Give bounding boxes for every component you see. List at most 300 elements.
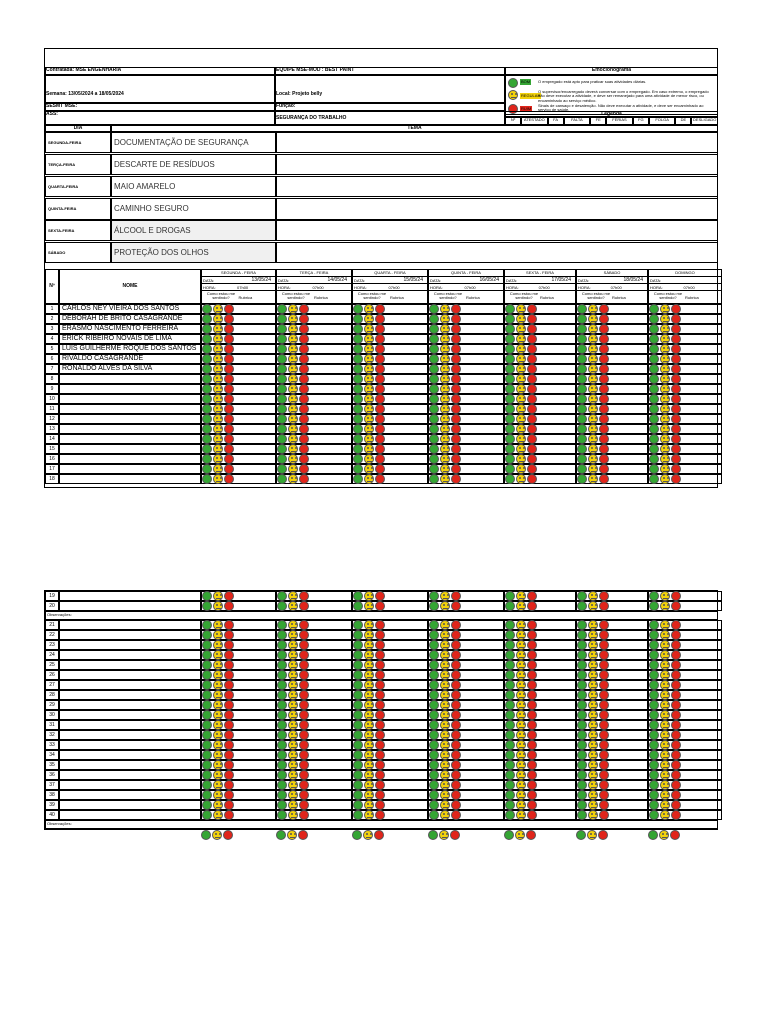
mood-selector[interactable] [649,324,681,334]
regular-face-icon[interactable] [213,630,223,640]
mood-selector[interactable] [577,800,609,810]
good-face-icon[interactable] [202,354,212,364]
regular-face-icon[interactable] [440,464,450,474]
good-face-icon[interactable] [353,304,363,314]
good-face-icon[interactable] [202,424,212,434]
employee-name[interactable] [59,790,201,800]
regular-face-icon[interactable] [288,710,298,720]
good-face-icon[interactable] [649,620,659,630]
good-face-icon[interactable] [353,344,363,354]
good-face-icon[interactable] [429,414,439,424]
regular-face-icon[interactable] [288,454,298,464]
bad-face-icon[interactable] [375,700,385,710]
bad-face-icon[interactable] [375,364,385,374]
good-face-icon[interactable] [429,790,439,800]
mood-selector[interactable] [649,404,681,414]
good-face-icon[interactable] [649,670,659,680]
regular-face-icon[interactable] [660,591,670,601]
mood-selector[interactable] [429,364,461,374]
bad-face-icon[interactable] [527,364,537,374]
mood-selector[interactable] [505,760,537,770]
mood-selector[interactable] [577,690,609,700]
bad-face-icon[interactable] [671,424,681,434]
regular-face-icon[interactable] [364,324,374,334]
bad-face-icon[interactable] [375,464,385,474]
good-face-icon[interactable] [505,650,515,660]
good-face-icon[interactable] [505,800,515,810]
topic-notes[interactable] [276,242,718,263]
regular-face-icon[interactable] [440,810,450,820]
mood-selector[interactable] [429,601,461,611]
good-face-icon[interactable] [577,760,587,770]
bad-face-icon[interactable] [299,601,309,611]
regular-face-icon[interactable] [288,810,298,820]
bad-face-icon[interactable] [671,304,681,314]
mood-selector[interactable] [277,810,309,820]
bad-face-icon[interactable] [527,770,537,780]
bad-face-icon[interactable] [671,630,681,640]
good-face-icon[interactable] [277,760,287,770]
bad-face-icon[interactable] [671,690,681,700]
bad-face-icon[interactable] [224,700,234,710]
mood-selector[interactable] [353,374,385,384]
bad-face-icon[interactable] [527,384,537,394]
bad-face-icon[interactable] [671,730,681,740]
bad-face-icon[interactable] [223,830,233,840]
good-face-icon[interactable] [277,680,287,690]
regular-face-icon[interactable] [364,304,374,314]
bad-face-icon[interactable] [224,650,234,660]
regular-face-icon[interactable] [288,394,298,404]
regular-face-icon[interactable] [440,344,450,354]
bad-face-icon[interactable] [599,314,609,324]
mood-selector[interactable] [577,404,609,414]
mood-selector[interactable] [649,334,681,344]
regular-face-icon[interactable] [364,601,374,611]
topic-notes[interactable] [276,198,718,220]
mood-selector[interactable] [277,424,309,434]
good-face-icon[interactable] [505,434,515,444]
good-face-icon[interactable] [277,364,287,374]
bad-face-icon[interactable] [299,314,309,324]
bad-face-icon[interactable] [451,474,461,484]
bad-face-icon[interactable] [671,374,681,384]
regular-face-icon[interactable] [213,710,223,720]
good-face-icon[interactable] [429,740,439,750]
regular-face-icon[interactable] [440,620,450,630]
bad-face-icon[interactable] [527,414,537,424]
mood-selector[interactable] [202,384,234,394]
bad-face-icon[interactable] [375,434,385,444]
regular-face-icon[interactable] [516,334,526,344]
regular-face-icon[interactable] [516,601,526,611]
good-face-icon[interactable] [649,710,659,720]
mood-selector[interactable] [202,630,234,640]
regular-face-icon[interactable] [588,444,598,454]
regular-face-icon[interactable] [660,780,670,790]
mood-selector[interactable] [505,740,537,750]
regular-face-icon[interactable] [440,354,450,364]
regular-face-icon[interactable] [660,464,670,474]
bad-face-icon[interactable] [671,394,681,404]
mood-selector[interactable] [353,334,385,344]
regular-face-icon[interactable] [516,364,526,374]
regular-face-icon[interactable] [660,344,670,354]
good-face-icon[interactable] [649,690,659,700]
good-face-icon[interactable] [202,304,212,314]
bad-face-icon[interactable] [671,464,681,474]
mood-selector[interactable] [577,660,609,670]
bad-face-icon[interactable] [224,710,234,720]
mood-selector[interactable] [505,810,537,820]
bad-face-icon[interactable] [451,710,461,720]
regular-face-icon[interactable] [440,800,450,810]
regular-face-icon[interactable] [588,700,598,710]
bad-face-icon[interactable] [375,324,385,334]
regular-face-icon[interactable] [660,414,670,424]
bad-face-icon[interactable] [375,474,385,484]
good-face-icon[interactable] [505,444,515,454]
mood-selector[interactable] [577,384,609,394]
regular-face-icon[interactable] [440,770,450,780]
bad-face-icon[interactable] [375,304,385,314]
mood-selector[interactable] [505,700,537,710]
regular-face-icon[interactable] [213,314,223,324]
topic-notes[interactable] [276,154,718,175]
mood-selector[interactable] [429,354,461,364]
bad-face-icon[interactable] [299,670,309,680]
mood-selector[interactable] [505,770,537,780]
good-face-icon[interactable] [649,630,659,640]
bad-face-icon[interactable] [299,434,309,444]
regular-face-icon[interactable] [588,404,598,414]
mood-selector[interactable] [577,334,609,344]
mood-selector[interactable] [505,630,537,640]
regular-face-icon[interactable] [588,670,598,680]
bad-face-icon[interactable] [451,720,461,730]
mood-selector[interactable] [277,414,309,424]
mood-selector[interactable] [649,720,681,730]
mood-selector[interactable] [505,384,537,394]
mood-selector[interactable] [353,680,385,690]
regular-face-icon[interactable] [364,740,374,750]
bad-face-icon[interactable] [451,730,461,740]
mood-selector[interactable] [202,770,234,780]
mood-selector[interactable] [649,810,681,820]
regular-face-icon[interactable] [288,334,298,344]
good-face-icon[interactable] [353,630,363,640]
bad-face-icon[interactable] [599,324,609,334]
bad-face-icon[interactable] [375,374,385,384]
regular-face-icon[interactable] [440,364,450,374]
bad-face-icon[interactable] [599,454,609,464]
mood-selector[interactable] [277,760,309,770]
mood-selector[interactable] [429,690,461,700]
regular-face-icon[interactable] [660,334,670,344]
good-face-icon[interactable] [649,324,659,334]
good-face-icon[interactable] [577,354,587,364]
bad-face-icon[interactable] [527,474,537,484]
good-face-icon[interactable] [353,800,363,810]
employee-name[interactable] [59,800,201,810]
regular-face-icon[interactable] [213,404,223,414]
bad-face-icon[interactable] [599,434,609,444]
good-face-icon[interactable] [429,690,439,700]
mood-selector[interactable] [505,790,537,800]
good-face-icon[interactable] [649,680,659,690]
mood-selector[interactable] [277,344,309,354]
regular-face-icon[interactable] [660,790,670,800]
mood-selector[interactable] [649,384,681,394]
regular-face-icon[interactable] [516,404,526,414]
regular-face-icon[interactable] [516,591,526,601]
good-face-icon[interactable] [649,304,659,314]
bad-face-icon[interactable] [599,790,609,800]
regular-face-icon[interactable] [660,444,670,454]
regular-face-icon[interactable] [364,790,374,800]
mood-selector[interactable] [277,304,309,314]
bad-face-icon[interactable] [375,680,385,690]
mood-selector[interactable] [649,730,681,740]
mood-selector[interactable] [353,324,385,334]
good-face-icon[interactable] [202,591,212,601]
mood-selector[interactable] [577,790,609,800]
bad-face-icon[interactable] [224,601,234,611]
regular-face-icon[interactable] [588,690,598,700]
good-face-icon[interactable] [277,710,287,720]
bad-face-icon[interactable] [375,810,385,820]
good-face-icon[interactable] [429,454,439,464]
bad-face-icon[interactable] [299,740,309,750]
bad-face-icon[interactable] [599,710,609,720]
employee-name[interactable] [59,720,201,730]
mood-selector[interactable] [649,790,681,800]
mood-selector[interactable] [577,670,609,680]
mood-selector[interactable] [505,601,537,611]
employee-name[interactable] [59,750,201,760]
mood-selector[interactable] [276,830,308,840]
regular-face-icon[interactable] [440,394,450,404]
mood-selector[interactable] [429,650,461,660]
bad-face-icon[interactable] [527,760,537,770]
bad-face-icon[interactable] [599,630,609,640]
bad-face-icon[interactable] [299,404,309,414]
mood-selector[interactable] [353,424,385,434]
bad-face-icon[interactable] [375,650,385,660]
bad-face-icon[interactable] [299,620,309,630]
mood-selector[interactable] [505,304,537,314]
regular-face-icon[interactable] [213,334,223,344]
mood-selector[interactable] [353,700,385,710]
regular-face-icon[interactable] [288,670,298,680]
mood-selector[interactable] [429,790,461,800]
bad-face-icon[interactable] [671,324,681,334]
good-face-icon[interactable] [429,464,439,474]
good-face-icon[interactable] [577,780,587,790]
bad-face-icon[interactable] [527,780,537,790]
regular-face-icon[interactable] [364,760,374,770]
bad-face-icon[interactable] [299,364,309,374]
mood-selector[interactable] [577,710,609,720]
employee-name[interactable] [59,434,201,444]
bad-face-icon[interactable] [671,700,681,710]
good-face-icon[interactable] [277,650,287,660]
mood-selector[interactable] [577,640,609,650]
mood-selector[interactable] [505,620,537,630]
mood-selector[interactable] [429,374,461,384]
regular-face-icon[interactable] [660,384,670,394]
bad-face-icon[interactable] [599,444,609,454]
regular-face-icon[interactable] [659,830,669,840]
regular-face-icon[interactable] [364,650,374,660]
regular-face-icon[interactable] [660,640,670,650]
bad-face-icon[interactable] [224,760,234,770]
mood-selector[interactable] [277,464,309,474]
mood-selector[interactable] [202,690,234,700]
good-face-icon[interactable] [577,464,587,474]
employee-name[interactable] [59,670,201,680]
regular-face-icon[interactable] [213,424,223,434]
mood-selector[interactable] [202,374,234,384]
bad-face-icon[interactable] [451,324,461,334]
good-face-icon[interactable] [505,344,515,354]
regular-face-icon[interactable] [213,790,223,800]
mood-selector[interactable] [202,670,234,680]
good-face-icon[interactable] [505,770,515,780]
regular-face-icon[interactable] [364,640,374,650]
good-face-icon[interactable] [577,800,587,810]
good-face-icon[interactable] [277,601,287,611]
good-face-icon[interactable] [505,601,515,611]
bad-face-icon[interactable] [451,304,461,314]
mood-selector[interactable] [505,444,537,454]
mood-selector[interactable] [277,591,309,601]
mood-selector[interactable] [649,591,681,601]
bad-face-icon[interactable] [671,384,681,394]
regular-face-icon[interactable] [288,690,298,700]
mood-selector[interactable] [429,750,461,760]
good-face-icon[interactable] [202,394,212,404]
mood-selector[interactable] [429,660,461,670]
mood-selector[interactable] [277,740,309,750]
mood-selector[interactable] [277,750,309,760]
mood-selector[interactable] [429,810,461,820]
good-face-icon[interactable] [277,700,287,710]
mood-selector[interactable] [277,780,309,790]
regular-face-icon[interactable] [660,354,670,364]
regular-face-icon[interactable] [364,374,374,384]
regular-face-icon[interactable] [516,730,526,740]
good-face-icon[interactable] [505,334,515,344]
regular-face-icon[interactable] [516,324,526,334]
mood-selector[interactable] [353,454,385,464]
bad-face-icon[interactable] [599,810,609,820]
regular-face-icon[interactable] [660,730,670,740]
good-face-icon[interactable] [577,394,587,404]
good-face-icon[interactable] [577,790,587,800]
good-face-icon[interactable] [202,620,212,630]
mood-selector[interactable] [277,800,309,810]
good-face-icon[interactable] [352,830,362,840]
mood-selector[interactable] [577,730,609,740]
good-face-icon[interactable] [353,394,363,404]
employee-name[interactable] [59,660,201,670]
mood-selector[interactable] [649,601,681,611]
mood-selector[interactable] [202,790,234,800]
regular-face-icon[interactable] [364,750,374,760]
good-face-icon[interactable] [505,760,515,770]
mood-selector[interactable] [577,740,609,750]
good-face-icon[interactable] [577,454,587,464]
mood-selector[interactable] [429,620,461,630]
mood-selector[interactable] [505,334,537,344]
mood-selector[interactable] [202,660,234,670]
regular-face-icon[interactable] [364,800,374,810]
topic-notes[interactable] [276,176,718,197]
good-face-icon[interactable] [505,414,515,424]
good-face-icon[interactable] [649,434,659,444]
employee-name[interactable] [59,414,201,424]
good-face-icon[interactable] [649,394,659,404]
mood-selector[interactable] [429,384,461,394]
bad-face-icon[interactable] [599,640,609,650]
regular-face-icon[interactable] [439,830,449,840]
mood-selector[interactable] [577,444,609,454]
bad-face-icon[interactable] [224,434,234,444]
good-face-icon[interactable] [577,591,587,601]
good-face-icon[interactable] [277,800,287,810]
bad-face-icon[interactable] [527,790,537,800]
good-face-icon[interactable] [577,434,587,444]
good-face-icon[interactable] [353,640,363,650]
regular-face-icon[interactable] [516,414,526,424]
regular-face-icon[interactable] [440,680,450,690]
bad-face-icon[interactable] [599,730,609,740]
good-face-icon[interactable] [648,830,658,840]
good-face-icon[interactable] [429,650,439,660]
good-face-icon[interactable] [649,404,659,414]
good-face-icon[interactable] [277,790,287,800]
bad-face-icon[interactable] [374,830,384,840]
regular-face-icon[interactable] [588,770,598,780]
mood-selector[interactable] [649,354,681,364]
bad-face-icon[interactable] [671,591,681,601]
good-face-icon[interactable] [201,830,211,840]
mood-selector[interactable] [649,474,681,484]
bad-face-icon[interactable] [375,740,385,750]
mood-selector[interactable] [202,444,234,454]
good-face-icon[interactable] [577,670,587,680]
bad-face-icon[interactable] [375,690,385,700]
mood-selector[interactable] [649,620,681,630]
mood-selector[interactable] [353,630,385,640]
regular-face-icon[interactable] [440,414,450,424]
topic-notes[interactable] [276,132,718,153]
bad-face-icon[interactable] [224,690,234,700]
mood-selector[interactable] [429,424,461,434]
good-face-icon[interactable] [649,424,659,434]
regular-face-icon[interactable] [364,384,374,394]
mood-selector[interactable] [429,344,461,354]
regular-face-icon[interactable] [364,314,374,324]
bad-face-icon[interactable] [671,474,681,484]
regular-face-icon[interactable] [213,591,223,601]
regular-face-icon[interactable] [440,424,450,434]
mood-selector[interactable] [505,710,537,720]
regular-face-icon[interactable] [440,780,450,790]
mood-selector[interactable] [577,780,609,790]
regular-face-icon[interactable] [213,454,223,464]
